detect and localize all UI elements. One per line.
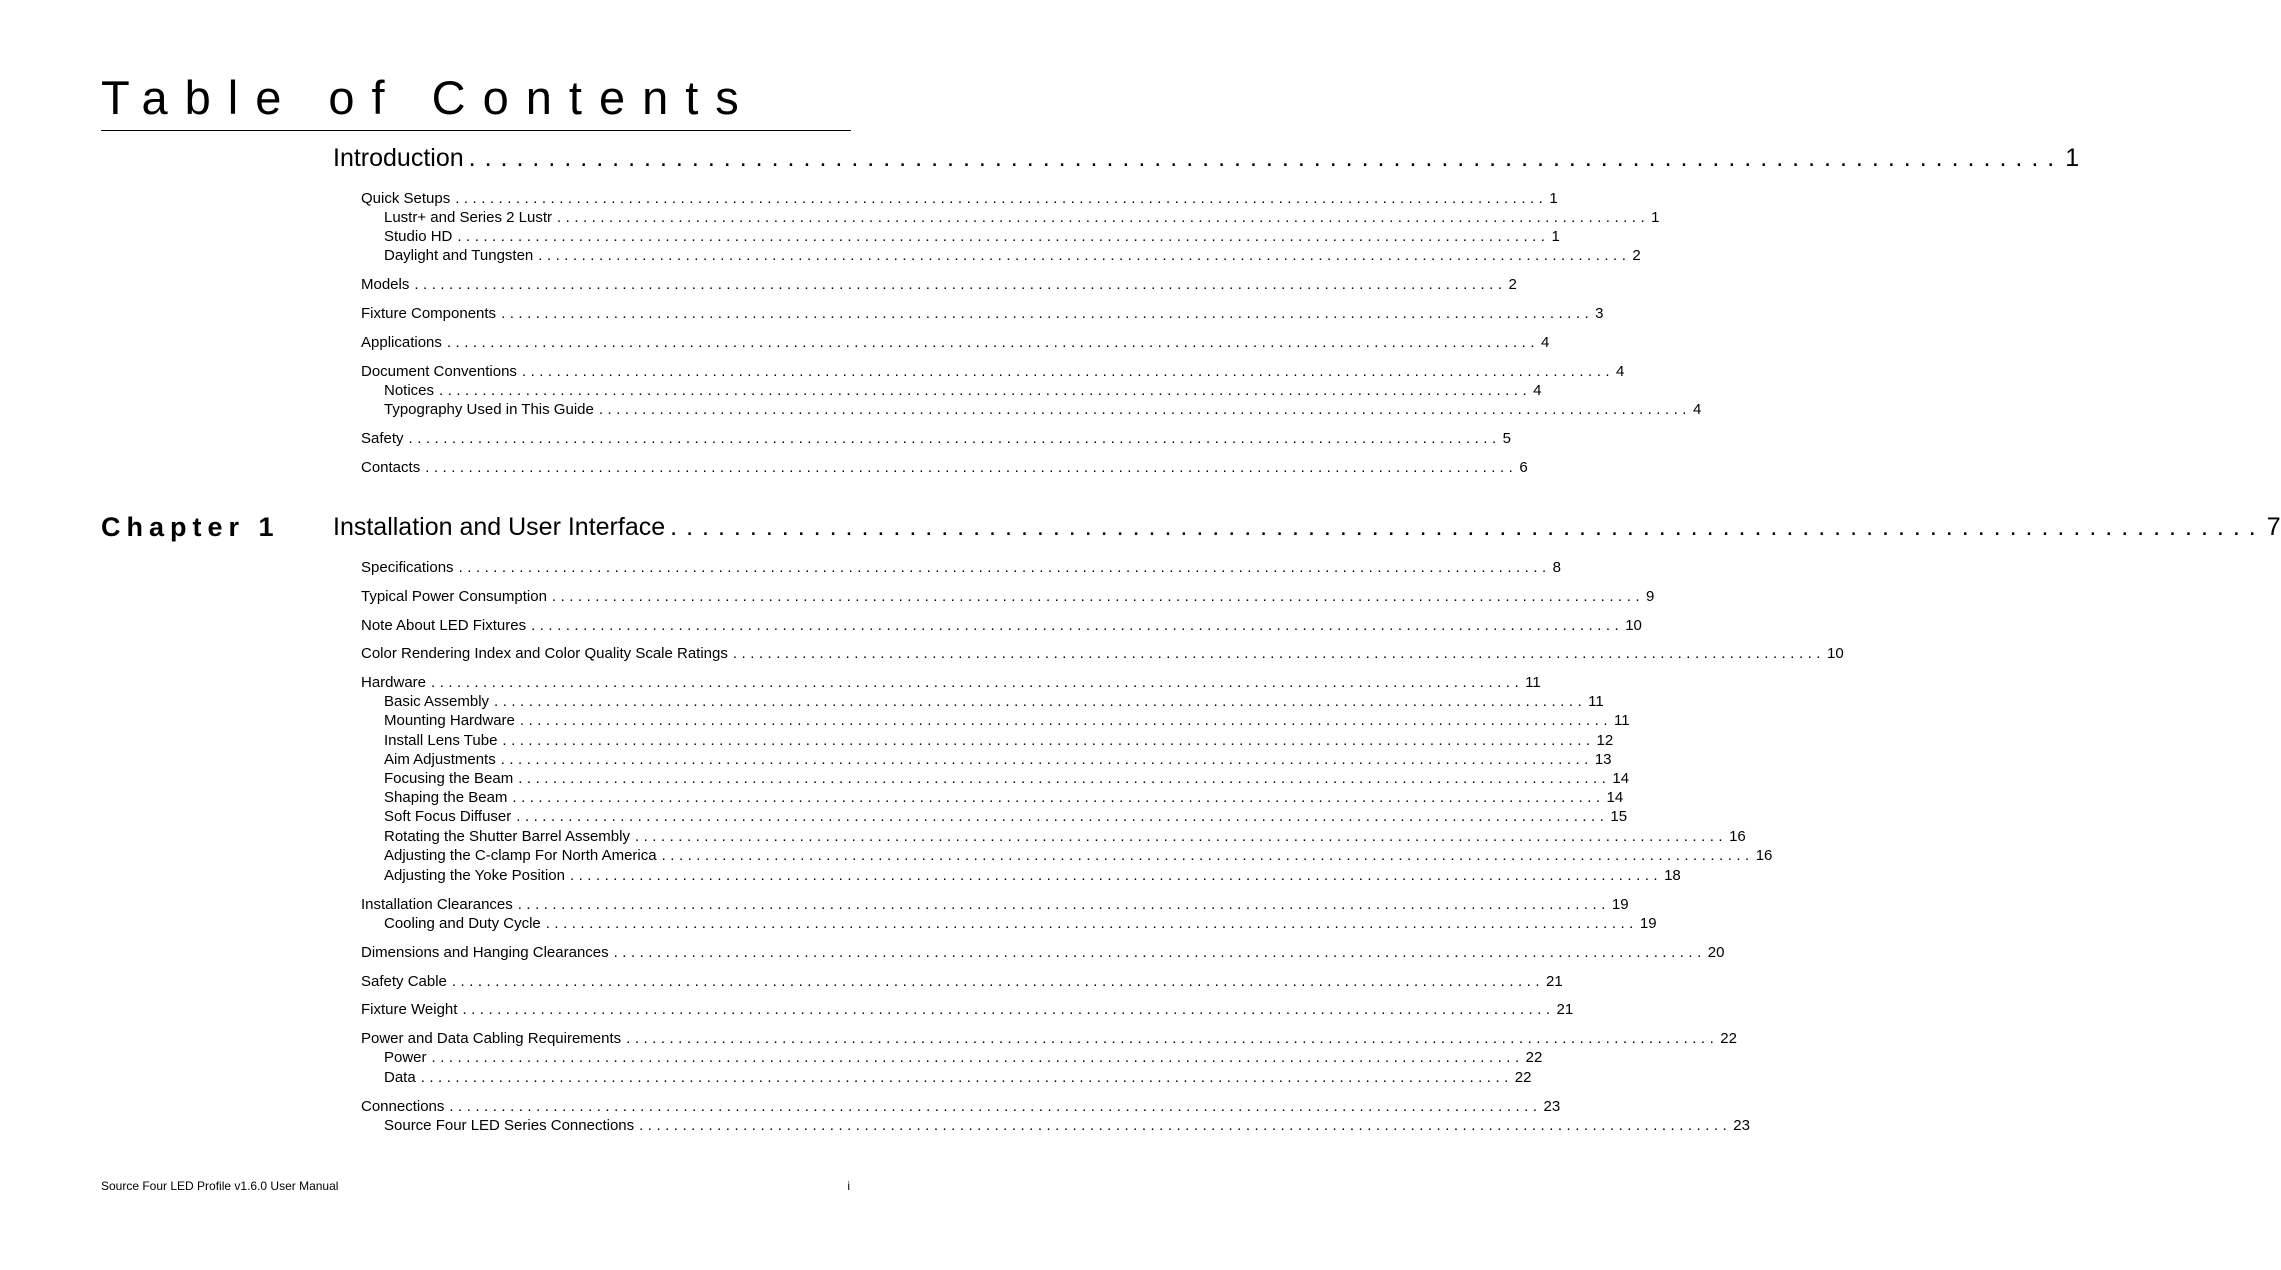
toc-entry[interactable] [384, 1116, 1750, 1135]
toc-entry-label: Hardware [361, 674, 427, 691]
page-title: Table of Contents [101, 71, 756, 124]
toc-entry[interactable] [384, 769, 1630, 788]
toc-entry[interactable] [361, 333, 1550, 352]
toc-entry-label: Adjusting the C-clamp For North America [384, 847, 657, 864]
dot-leader: .............................................................................................................................. [458, 559, 1551, 576]
dot-leader: .............................................................................................................................. [449, 1098, 1542, 1115]
toc-entry-label: Shaping the Beam [384, 789, 508, 806]
toc-entry-label: Models [361, 276, 410, 293]
toc-entry-label: Power and Data Cabling Requirements [361, 1030, 622, 1047]
toc-entry-page: 3 [1595, 305, 1604, 322]
toc-entry-label: Note About LED Fixtures [361, 617, 527, 634]
toc-entry-page: 4 [1692, 401, 1702, 418]
dot-leader: .............................................................................................................................. [512, 789, 1605, 806]
toc-entry[interactable] [361, 895, 1629, 914]
toc-entry-label: Rotating the Shutter Barrel Assembly [384, 828, 630, 845]
toc-entry-page: 11 [1614, 712, 1630, 729]
toc-entry[interactable] [361, 972, 1563, 991]
toc-entry-page: 19 [1611, 896, 1629, 913]
toc-entry[interactable] [361, 616, 1642, 635]
toc-heading-installation[interactable] [333, 512, 2281, 542]
dot-leader: .............................................................................................................................. [425, 459, 1518, 476]
toc-entry[interactable] [384, 1048, 1543, 1067]
dot-leader: .............................................................................................................................. [500, 751, 1593, 768]
footer-page-number: i [847, 1179, 850, 1193]
toc-entry-label: Lustr+ and Series 2 Lustr [384, 209, 553, 226]
toc-entry[interactable] [361, 275, 1517, 294]
toc-entry[interactable] [361, 362, 1625, 381]
dot-leader: .............................................................................................................................. [517, 896, 1610, 913]
toc-entry[interactable] [384, 208, 1660, 227]
toc-entry[interactable] [384, 711, 1630, 730]
dot-leader: .............................................................................................................................. [446, 334, 1539, 351]
toc-entry-label: Soft Focus Diffuser [384, 808, 512, 825]
toc-entry-label: Applications [361, 334, 442, 351]
dot-leader: .............................................................................................................................. [414, 276, 1507, 293]
toc-entry[interactable] [384, 866, 1681, 885]
toc-entry[interactable] [361, 558, 1562, 577]
dot-leader: .............................................................................................................................. [639, 1117, 1732, 1134]
toc-heading-label: Installation and User Interface [333, 513, 666, 541]
dot-leader: .............................................................................................................................. [431, 1049, 1524, 1066]
dot-leader: .............................................................................................................................. [462, 1001, 1555, 1018]
toc-heading-page: 7 [2266, 513, 2281, 541]
dot-leader: .............................................................................................................................. [431, 674, 1524, 691]
dot-leader: .............................................................................................................................. [732, 645, 1825, 662]
toc-entry[interactable] [384, 246, 1641, 265]
toc-entry[interactable] [361, 189, 1558, 208]
toc-entry-page: 15 [1610, 808, 1628, 825]
toc-entry[interactable] [384, 807, 1628, 826]
toc-entry[interactable] [361, 1000, 1574, 1019]
toc-entry-label: Source Four LED Series Connections [384, 1117, 635, 1134]
toc-entry[interactable] [361, 943, 1725, 962]
toc-heading-page: 1 [2065, 144, 2080, 172]
toc-entry-label: Document Conventions [361, 363, 517, 380]
dot-leader: .............................................................................................................................. [502, 732, 1595, 749]
toc-entry-label: Fixture Weight [361, 1001, 458, 1018]
toc-entry-page: 23 [1543, 1098, 1561, 1115]
toc-entry-page: 22 [1514, 1069, 1532, 1086]
footer-manual-title: Source Four LED Profile v1.6.0 User Manual [101, 1179, 339, 1193]
toc-entry-label: Install Lens Tube [384, 732, 498, 749]
toc-entry-page: 11 [1588, 693, 1604, 710]
toc-entry[interactable] [361, 644, 1844, 663]
toc-entry-page: 4 [1541, 334, 1550, 351]
toc-entry-page: 23 [1733, 1117, 1750, 1134]
toc-entry[interactable] [384, 846, 1773, 865]
dot-leader: .............................................................................................................................. [516, 808, 1609, 825]
toc-entry-page: 18 [1664, 867, 1681, 884]
toc-entry-page: 2 [1632, 247, 1641, 264]
toc-entry[interactable] [384, 1068, 1532, 1087]
dot-leader: .............................................................................................................................. [408, 430, 1501, 447]
toc-entry-label: Aim Adjustments [384, 751, 496, 768]
toc-entry-label: Quick Setups [361, 190, 451, 207]
toc-entry-label: Connections [361, 1098, 445, 1115]
dot-leader: .............................................................................................................................. [569, 867, 1663, 884]
toc-entry-label: Focusing the Beam [384, 770, 514, 787]
dot-leader: .............................................................................................................................. [598, 401, 1691, 418]
toc-entry[interactable] [384, 731, 1614, 750]
toc-entry-page: 9 [1646, 588, 1655, 605]
toc-entry-page: 2 [1508, 276, 1517, 293]
toc-entry-page: 13 [1594, 751, 1612, 768]
toc-entry-label: Color Rendering Index and Color Quality Scale Ratings [361, 645, 728, 662]
toc-entry-label: Typography Used in This Guide [384, 401, 594, 418]
title-divider [101, 130, 851, 131]
dot-leader: .............................................................................................................................. [501, 305, 1594, 322]
dot-leader: .............................................................................................................................. [613, 944, 1706, 961]
toc-entry-label: Typical Power Consumption [361, 588, 547, 605]
toc-entry[interactable] [384, 400, 1702, 419]
dot-leader: .............................................................................................................................. [545, 915, 1638, 932]
toc-entry-label: Specifications [361, 559, 454, 576]
toc-entry[interactable] [361, 458, 1528, 477]
toc-entry-page: 20 [1707, 944, 1725, 961]
toc-entry-page: 16 [1755, 847, 1773, 864]
toc-entry[interactable] [384, 750, 1612, 769]
dot-leader: .............................................................................................................................. [420, 1069, 1513, 1086]
toc-entry[interactable] [384, 692, 1604, 711]
dot-leader: .............................................................................................................................. [521, 363, 1615, 380]
dot-leader: .............................................................................................................................. [457, 228, 1550, 245]
dot-leader: .............................................................................................................................. [538, 247, 1631, 264]
toc-entry[interactable] [384, 381, 1542, 400]
toc-entry-label: Mounting Hardware [384, 712, 515, 729]
dot-leader: .............................................................................................................................. [557, 209, 1650, 226]
toc-entry[interactable] [384, 788, 1624, 807]
toc-entry-label: Data [384, 1069, 416, 1086]
toc-entry-label: Contacts [361, 459, 421, 476]
dot-leader: .............................................................................................................................. [451, 973, 1544, 990]
toc-entry-page: 6 [1519, 459, 1528, 476]
dot-leader: .............................................................................................................................. [518, 770, 1611, 787]
toc-entry[interactable] [361, 1029, 1737, 1048]
toc-heading-label: Introduction [333, 144, 464, 172]
chapter-label: Chapter 1 [101, 512, 280, 542]
toc-entry-label: Safety Cable [361, 973, 447, 990]
toc-entry-page: 14 [1612, 770, 1630, 787]
toc-entry-page: 19 [1639, 915, 1657, 932]
toc-entry-label: Daylight and Tungsten [384, 247, 534, 264]
toc-entry-label: Safety [361, 430, 404, 447]
toc-entry-page: 1 [1549, 190, 1558, 207]
toc-entry-page: 21 [1556, 1001, 1574, 1018]
dot-leader: .............................................................................................................................. [519, 712, 1613, 729]
toc-entry-page: 8 [1552, 559, 1562, 576]
toc-entry-page: 22 [1525, 1049, 1543, 1066]
toc-entry-label: Power [384, 1049, 427, 1066]
toc-entry-label: Fixture Components [361, 305, 497, 322]
toc-entry[interactable] [384, 914, 1657, 933]
toc-entry[interactable] [384, 827, 1746, 846]
toc-entry-page: 14 [1606, 789, 1624, 806]
dot-leader: .............................................................................................................................. [531, 617, 1624, 634]
toc-entry-page: 5 [1502, 430, 1511, 447]
toc-entry[interactable] [361, 304, 1604, 323]
dot-leader: .............................................................................................................................. [494, 693, 1587, 710]
toc-entry[interactable] [384, 227, 1560, 246]
toc-entry-page: 4 [1616, 363, 1625, 380]
toc-entry-page: 1 [1551, 228, 1560, 245]
toc-entry-label: Basic Assembly [384, 693, 490, 710]
toc-heading-introduction[interactable] [333, 143, 2080, 173]
toc-entry[interactable] [361, 587, 1655, 606]
dot-leader: .............................................................................................................................. [634, 828, 1728, 845]
toc-entry-label: Cooling and Duty Cycle [384, 915, 541, 932]
dot-leader: .............................................................................................................................. [455, 190, 1548, 207]
toc-entry-label: Dimensions and Hanging Clearances [361, 944, 609, 961]
dot-leader: .............................................................................................................................. [551, 588, 1645, 605]
toc-entry-page: 22 [1720, 1030, 1737, 1047]
toc-entry[interactable] [361, 429, 1511, 448]
toc-entry-label: Installation Clearances [361, 896, 513, 913]
toc-entry-page: 10 [1826, 645, 1844, 662]
toc-entry-page: 4 [1533, 382, 1542, 399]
toc-entry-label: Studio HD [384, 228, 453, 245]
toc-entry-page: 1 [1651, 209, 1660, 226]
toc-entry-page: 21 [1546, 973, 1563, 990]
toc-entry-page: 11 [1525, 674, 1541, 691]
dot-leader: .................................................................................................... [670, 513, 2265, 541]
toc-entry-page: 10 [1625, 617, 1642, 634]
dot-leader: .............................................................................................................................. [439, 382, 1532, 399]
toc-entry-label: Adjusting the Yoke Position [384, 867, 565, 884]
toc-entry[interactable] [361, 673, 1541, 692]
dot-leader: .............................................................................................................................. [661, 847, 1754, 864]
toc-entry[interactable] [361, 1097, 1561, 1116]
toc-entry-page: 16 [1729, 828, 1746, 845]
dot-leader: .............................................................................................................................. [626, 1030, 1719, 1047]
dot-leader: .................................................................................................... [468, 144, 2064, 172]
toc-entry-label: Notices [384, 382, 435, 399]
toc-entry-page: 12 [1596, 732, 1614, 749]
